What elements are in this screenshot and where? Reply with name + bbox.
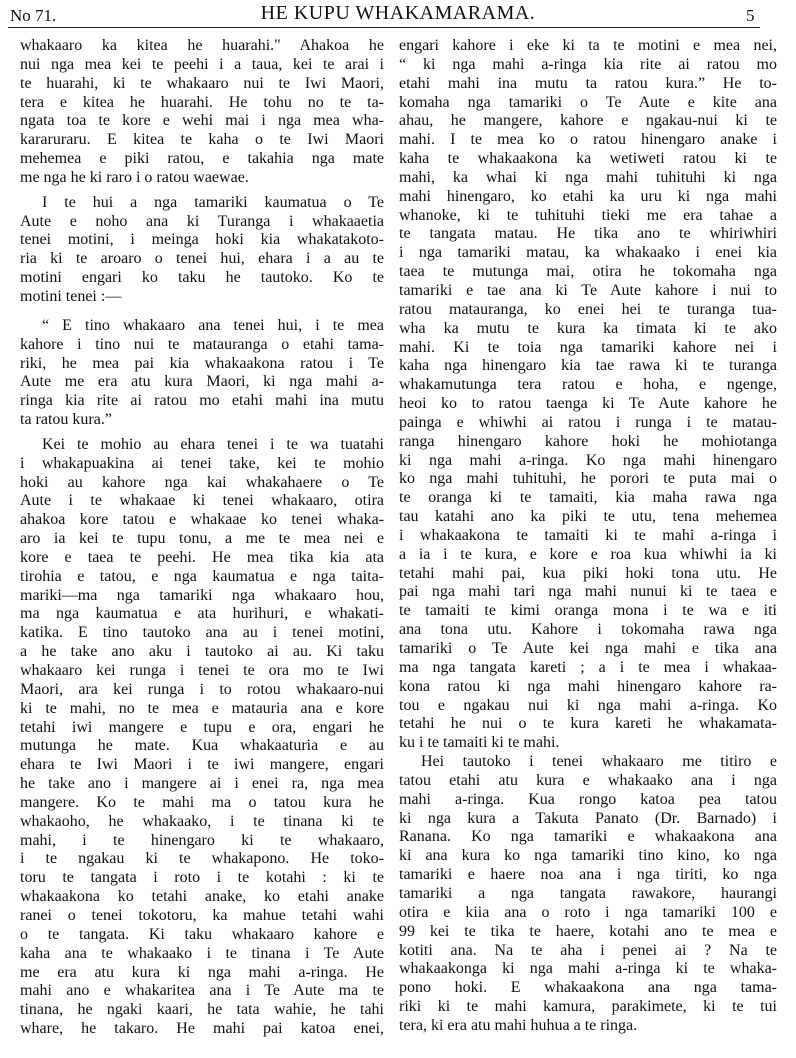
header-rule [8, 27, 760, 28]
text-line: ki te mahi, no te mea e matauria ana e kore [20, 699, 384, 717]
text-line: kahore i tino nui te matauranga o etahi tama- [20, 335, 384, 353]
text-line: o te tangata. Ki taku whakaaro kahore e [20, 925, 384, 943]
text-line: ki ana kura ko nga tamariki tino kino, ko nga [399, 847, 777, 865]
text-line: motini engari ko taku he tautoko. Ko te [20, 269, 384, 287]
text-line: i whakaakona te tamaiti ki te mahi a-ringa i [399, 526, 777, 544]
text-line: mahi hinengaro, ko etahi ka uru ki nga mahi [399, 187, 777, 205]
text-line: tera, ki era atu mahi huhua a te ringa. [399, 1016, 638, 1034]
text-line: ko nga mahi tuhituhi, he porori te puta mai o [399, 470, 777, 488]
text-line: me era atu kura ki nga mahi a-ringa. He [20, 963, 384, 981]
text-line: a ia i te kura, e kore e roa kua whiwhi ia ki [399, 545, 777, 563]
right-column [399, 37, 777, 1036]
paragraph [20, 436, 384, 1039]
text-line: mariki—ma nga tamariki nga whakaaro hou, [20, 586, 384, 604]
text-line: ki nga mahi a-ringa. Ko nga mahi hinengaro [399, 451, 777, 469]
text-line: engari kahore i eke ki ta te motini e mea nei, [399, 37, 777, 54]
text-line: i te ngakau ki te whakapono. He toko- [20, 850, 384, 868]
text-line: tera e kitea he huarahi. He tohu no te ta- [20, 93, 384, 111]
text-line: 99 kei te tika te haere, kotahi ano te mea e [399, 922, 777, 940]
text-line: mangere. Ko te mahi ma o tatou kura he [20, 793, 384, 811]
text-line: whakaakona ko tetahi anake, ko etahi anake [20, 888, 384, 906]
text-line: wha ka mutu te kura ka timata ki te ako [399, 319, 777, 337]
text-line: mahi, ka whai ki nga mahi tuhituhi ki nga [399, 168, 777, 186]
text-line: tenei motini, i meinga hoki kia whakatakoto- [20, 231, 384, 249]
text-line: ratou matauranga, ko enei hei te turanga tua- [399, 300, 777, 318]
text-line: “ ki nga mahi a-ringa kia rite ai ratou mo [399, 55, 777, 73]
paragraph [399, 37, 777, 753]
text-line: mahi. I te mea ko o ratou hinengaro anake i [399, 131, 777, 149]
text-line: ngata toa te kore e wehi mai i nga mea wha- [20, 112, 384, 130]
text-line: aro ia kei te tupu tonu, a me te mea nei e [20, 530, 384, 548]
text-line: whakaakonga ki nga mahi a-ringa ki te whaka- [399, 960, 777, 978]
text-line: Aute me era atu kura Maori, ki nga mahi a- [20, 373, 384, 391]
text-line: kotiti ana. Na te aha i penei ai ? Na te [399, 941, 777, 959]
text-line: Kei te mohio au ehara tenei i te wa tuatahi [42, 435, 384, 453]
text-line: tou e ngakau nui ki nga mahi a-ringa. Ko [399, 696, 777, 714]
text-line: i nga tamariki matau, ka whakaako i enei kia [399, 244, 777, 262]
text-line: tetahi he nui o te kura kareti he whakamata- [399, 715, 777, 733]
text-line: otira e kiia ana o roto i nga tamariki 100 e [399, 903, 777, 921]
text-line: mutunga he mate. Kua whakaaturia e au [20, 737, 384, 755]
text-line: Aute i te whakaae ki tenei whakaaro, otira [20, 492, 384, 510]
text-line: ahakoa kore tatou e whakaae ko tenei whaka- [20, 511, 384, 529]
paragraph [399, 753, 777, 1036]
text-line: katika. E tino tautoko ana au i tenei motini, [20, 624, 384, 642]
text-line: Ranana. Ko nga tamariki e whakaakona ana [399, 828, 777, 846]
text-line: ehara te Iwi Maori i te iwi mangere, engari [20, 756, 384, 774]
text-line: tamariki o Te Aute kei nga mahi e tika ana [399, 640, 777, 657]
text-line: tirohia e tatou, e nga kaumatua e nga taita- [20, 567, 384, 585]
text-line: ku i te tamaiti ki te mahi. [399, 734, 560, 752]
text-line: taea te mutunga mai, otira he tokomaha nga [399, 263, 777, 281]
text-line: kaha nga hinengaro kia tae rawa ki te turanga [399, 357, 777, 375]
text-line: tetahi mahi pai, kua piki hoki tona utu. He [399, 564, 777, 582]
running-title: HE KUPU WHAKAMARAMA. [260, 2, 536, 24]
text-line: ria ki te aroaro o tenei hui, ehara i a au te [20, 250, 384, 268]
text-line: Hei tautoko i tenei whakaaro me titiro e [421, 753, 777, 771]
text-line: kore e taea te peehi. He mea tika kia ata [20, 548, 384, 566]
text-line: tamariki e tae ana ki Te Aute kahore i nui to [399, 281, 777, 299]
text-line: motini tenei :— [20, 287, 122, 305]
text-line: ranga hinengaro kahore hoki he mohiotanga [399, 432, 777, 450]
text-line: ranei o tenei tokotoru, ka mahue tetahi wahi [20, 906, 384, 924]
text-line: tamariki a nga tangata rawakore, haurangi [399, 884, 777, 902]
text-line: whakamutunga tera ratou e hoha, e ngenge, [399, 376, 777, 394]
text-line: tatou etahi atu kura e whakaako ana i nga [399, 771, 777, 789]
left-column [20, 37, 384, 1039]
page-header [0, 0, 796, 30]
text-line: nui nga mea kei te peehi i a taua, kei te arai i [20, 55, 384, 73]
text-line: te huarahi, ki te whakaaro nui te Iwi Maori, [20, 74, 384, 92]
text-line: ma nga kaumatua e ata hurihuri, e whakati- [20, 605, 384, 623]
text-line: ahau, he mangere, kahore e ngakau-nui ki te [399, 112, 777, 130]
text-line: riki ki te mahi kamura, parakimete, ki te tui [399, 998, 777, 1016]
text-line: toru te tangata i roto i te kotahi : ki te [20, 869, 384, 887]
text-line: te tangata matau. He tika ano te whiriwhiri [399, 225, 777, 243]
text-line: whakaaro kei runga i tenei te ora mo te Iwi [20, 662, 384, 679]
paragraph [20, 37, 384, 188]
text-line: Maori, ara kei runga i to rotou whakaaro-nui [20, 680, 384, 698]
text-line: mahi. Ki te toia nga tamariki kahore nei i [399, 338, 777, 356]
text-line: tinana, he ngaki kaari, he tata wahie, he tahi [20, 1001, 384, 1019]
text-line: kona ratou ki nga mahi hinengaro kahore ra- [399, 677, 777, 695]
text-line: ki nga kura a Takuta Panato (Dr. Barnado) i [399, 809, 777, 827]
text-line: Aute e noho ana ki Turanga i whakaaetia [20, 212, 384, 230]
text-line: whanoke, ki te tuhituhi tieki me era tahae a [399, 206, 777, 224]
text-line: ringa kia rite ai ratou mo etahi mahi ina mutu [20, 392, 384, 410]
text-line: mahi, i te hinengaro ki te whakaaro, [20, 831, 384, 849]
text-line: whakaoho, he whakaako, i te tinana ki te [20, 812, 384, 830]
text-line: tamariki e haere noa ana i nga tiriti, ko nga [399, 866, 777, 884]
text-line: whakaaro ka kitea he huarahi." Ahakoa he [20, 37, 384, 54]
text-line: kaha ana te whakaako i te tinana i Te Aute [20, 944, 384, 962]
page-number: 5 [746, 6, 755, 25]
text-line: mehemea e piki ratou, e takahia nga mate [20, 150, 384, 168]
text-line: te tamaiti te kimi oranga mona i te wa e iti [399, 602, 777, 620]
text-line: pai nga mahi tari nga mahi nunui ki te taea e [399, 583, 777, 601]
text-line: painga e whiwhi ai ratou i runga i te matau- [399, 413, 777, 431]
text-line: whare, he takaro. He mahi pai katoa enei, [20, 1020, 384, 1038]
issue-number: No 71. [10, 6, 57, 25]
text-line: riki, he mea pai kia whakaakona ratou i Te [20, 354, 384, 372]
text-line: i whakapuakina ai tenei take, kei te mohio [20, 454, 384, 472]
text-line: pono hoki. E whakaakona ana nga tama- [399, 979, 777, 997]
paragraph [20, 317, 384, 430]
text-line: I te hui a nga tamariki kaumatua o Te [42, 193, 384, 211]
text-line: kararuraru. E kitea te kaha o te Iwi Maori [20, 131, 384, 149]
text-line: “ E tino whakaaro ana tenei hui, i te mea [42, 316, 384, 334]
text-line: me nga he ki raro i o ratou waewae. [20, 168, 249, 186]
text-line: hoki au kahore nga kai whakahaere o Te [20, 473, 384, 491]
text-line: heoi ko to ratou taenga ki Te Aute kahore he [399, 395, 777, 413]
text-line: kaha te whakaakona ka wetiweti ratou ki te [399, 150, 777, 168]
text-line: a he take ano aku i tautoko ai au. Ki taku [20, 643, 384, 661]
text-line: mahi a-ringa. Kua rongo katoa pea tatou [399, 790, 777, 808]
text-line: ana tona utu. Kahore i tokomaha rawa nga [399, 621, 777, 639]
paragraph [20, 194, 384, 307]
text-line: ta ratou kura.” [20, 411, 112, 429]
text-line: tau katahi ano ka piki te utu, tena mehemea [399, 508, 777, 526]
text-line: mahi ano e whakaritea ana i Te Aute ma te [20, 982, 384, 1000]
text-line: ma nga tangata kareti ; a i te mea i whakaa- [399, 658, 777, 676]
text-line: tetahi iwi mangere e tupu e ora, engari he [20, 718, 384, 736]
text-line: he take ano i mangere ai i enei ra, nga mea [20, 775, 384, 793]
text-line: komaha nga tamariki o Te Aute e kite ana [399, 93, 777, 111]
text-line: etahi mahi ina mutu ta ratou kura.” He to- [399, 74, 777, 92]
text-line: te oranga ki te tamaiti, kia maha rawa nga [399, 489, 777, 507]
